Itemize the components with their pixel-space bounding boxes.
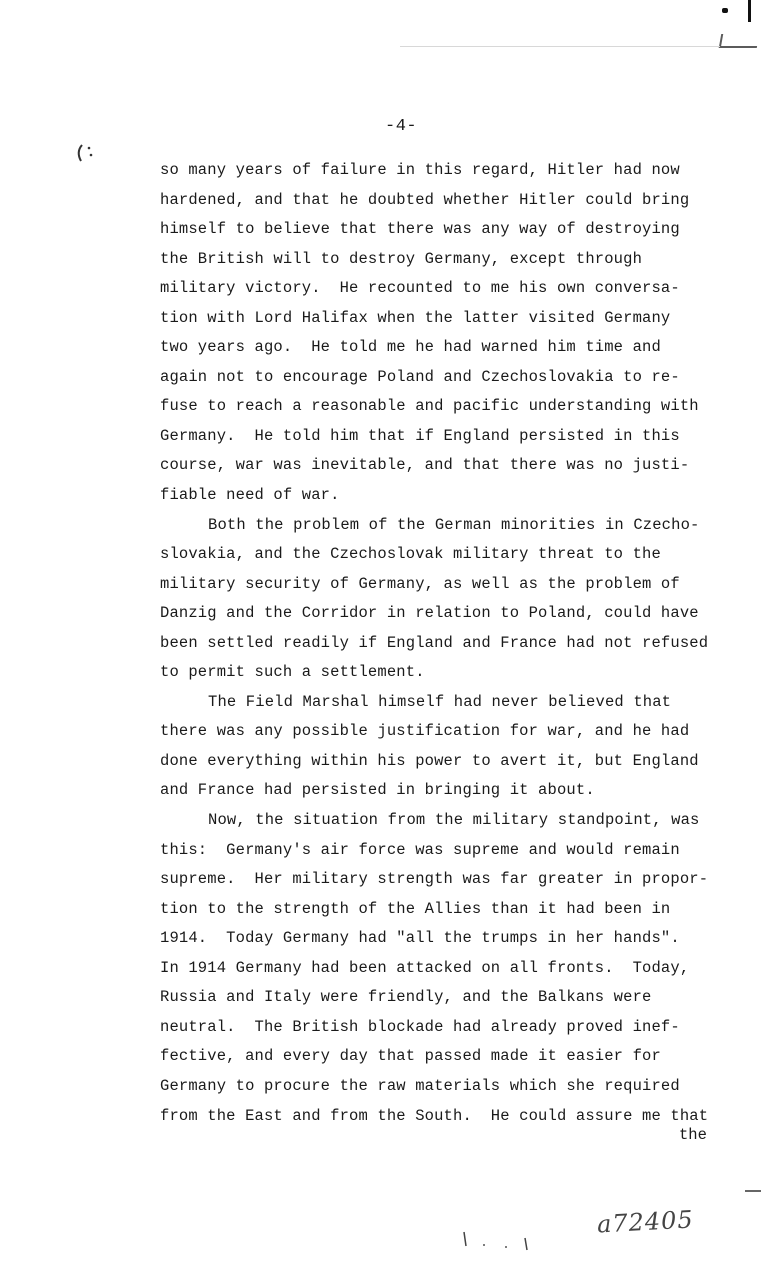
text-line: this: Germany's air force was supreme and would remain [160, 840, 680, 859]
text-line: Danzig and the Corridor in relation to Poland, could have [160, 604, 699, 623]
text-line: neutral. The British blockade had already proved inef- [160, 1017, 680, 1036]
text-line: been settled readily if England and France had not refused [160, 633, 709, 652]
text-line: The Field Marshal himself had never believed that [208, 692, 672, 711]
text-line: fective, and every day that passed made it easier for [160, 1047, 661, 1066]
text-line: done everything within his power to avert it, but England [160, 751, 699, 770]
text-line: In 1914 Germany had been attacked on all fronts. Today, [160, 958, 690, 977]
paragraph [160, 806, 720, 1131]
corner-scan-mark [748, 0, 751, 22]
text-line: from the East and from the South. He could assure me that [160, 1106, 709, 1125]
text-line: tion with Lord Halifax when the latter visited Germany [160, 308, 671, 327]
corner-dot-mark [722, 8, 728, 13]
document-body [160, 156, 720, 1131]
text-line: Germany to procure the raw materials which she required [160, 1076, 680, 1095]
handwritten-reference: a72405 [596, 1205, 695, 1239]
text-line: fiable need of war. [160, 486, 340, 505]
text-line: Germany. He told him that if England persisted in this [160, 426, 680, 445]
text-line: there was any possible justification for war, and he had [160, 722, 690, 741]
bottom-margin-mark [745, 1190, 761, 1192]
text-line: hardened, and that he doubted whether Hitler could bring [160, 190, 690, 209]
text-line: so many years of failure in this regard, Hitler had now [160, 161, 680, 179]
text-line: supreme. Her military strength was far greater in propor- [160, 870, 709, 889]
text-line: course, war was inevitable, and that there was no justi- [160, 456, 690, 475]
text-line: military victory. He recounted to me his own conversa- [160, 279, 680, 298]
paragraph [160, 156, 720, 511]
corner-smudge-mark [719, 34, 759, 48]
text-line: Now, the situation from the military standpoint, was [208, 811, 700, 830]
text-line: the British will to destroy Germany, except through [160, 249, 643, 268]
catchword: the [679, 1126, 707, 1144]
text-line: military security of Germany, as well as the problem of [160, 574, 680, 593]
faint-scan-line [400, 46, 720, 47]
text-line: and France had persisted in bringing it about. [160, 781, 595, 800]
stray-pen-marks [462, 1228, 542, 1252]
text-line: fuse to reach a reasonable and pacific understanding with [160, 397, 699, 416]
page-number: -4- [385, 117, 418, 136]
paragraph [160, 688, 720, 806]
text-line: Both the problem of the German minorities in Czecho- [208, 515, 700, 534]
paragraph [160, 511, 720, 688]
margin-bracket-mark [74, 142, 96, 164]
text-line: himself to believe that there was any way of destroying [160, 220, 680, 239]
text-line: two years ago. He told me he had warned him time and [160, 338, 661, 357]
text-line: 1914. Today Germany had "all the trumps in her hands". [160, 929, 680, 948]
text-line: tion to the strength of the Allies than it had been in [160, 899, 671, 918]
text-line: Russia and Italy were friendly, and the Balkans were [160, 988, 652, 1007]
text-line: to permit such a settlement. [160, 663, 425, 682]
text-line: again not to encourage Poland and Czechoslovakia to re- [160, 367, 680, 386]
text-line: slovakia, and the Czechoslovak military threat to the [160, 545, 661, 564]
